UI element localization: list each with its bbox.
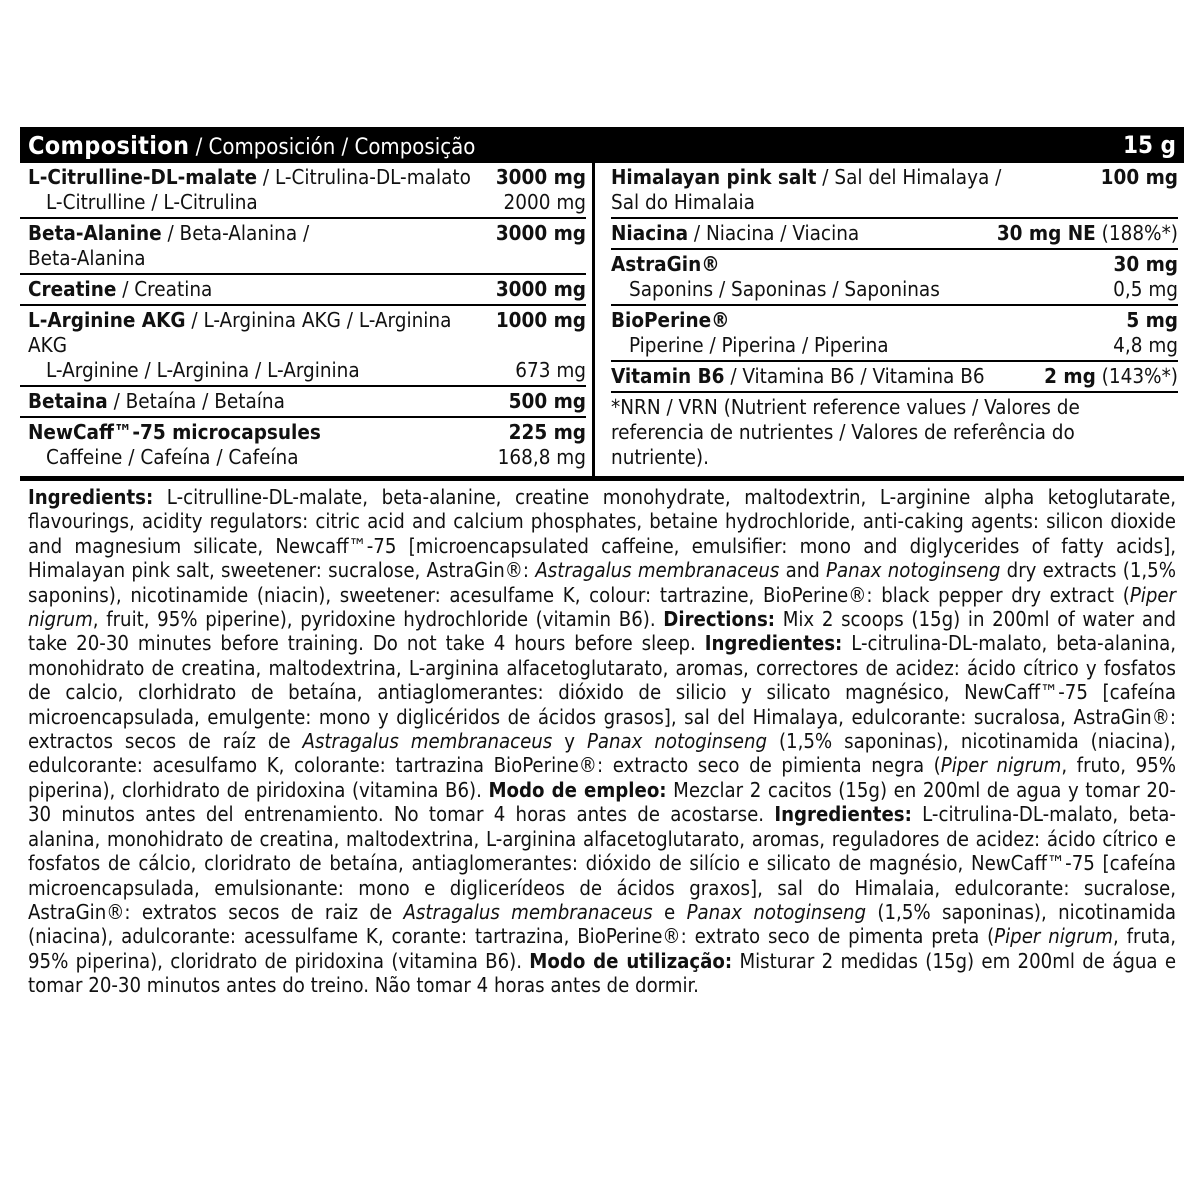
species-name: Astragalus membranaceus bbox=[302, 729, 553, 754]
ingredient-amount: 225 mg bbox=[508, 420, 586, 444]
composition-right-column bbox=[595, 163, 1184, 476]
directions-es: Mezclar 2 cacitos (15g) en 200ml de agua y tomar 20-30 minutos antes del entrenamiento. No tomar 4 horas antes de acostarse. bbox=[28, 777, 1176, 827]
ingredients-es: y bbox=[552, 729, 587, 754]
ingredients-es: L-citrulina-DL-malato, beta-alanina, monohidrato de creatina, maltodextrina, L-arginina alfacetoglutarato, aromas, correctores de acidez: ácido cítrico y fosfatos de calcio, clorhidrato de betaína, antiaglomerantes: dióxido de silicio y silicato magnésico, NewCaff™-75 [cafeína microencapsulada, emulgente: mono y diglicéridos de ácidos grasos], sal del Himalaya, edulcorante: sucralosa, AstraGin®: extractos secos de raíz de bbox=[28, 631, 1176, 754]
sub-ingredient-name: Piperine / Piperina / Piperina bbox=[629, 333, 889, 357]
sub-ingredient-name: L-Citrulline / L-Citrulina bbox=[46, 190, 258, 214]
composition-row bbox=[20, 275, 586, 306]
directions-label-pt: Modo de utilização: bbox=[529, 948, 733, 973]
ingredient-amount: 100 mg bbox=[1100, 165, 1178, 189]
sub-ingredient-amount: 0,5 mg bbox=[1113, 277, 1178, 301]
sub-ingredient-amount: 673 mg bbox=[515, 358, 586, 382]
directions-en: Mix 2 scoops (15g) in 200ml of water and take 20-30 minutes before training. Do not take 4 hours before sleep. bbox=[28, 607, 1176, 656]
composition-header bbox=[20, 127, 1184, 163]
composition-row bbox=[611, 250, 1178, 306]
ingredients-en: , fruit, 95% piperine), pyridoxine hydrochloride (vitamin B6). bbox=[92, 607, 664, 632]
ingredients-es: , fruto, 95% piperina), clorhidrato de piridoxina (vitamina B6). bbox=[28, 753, 1176, 802]
species-name: Piper nigrum bbox=[940, 753, 1062, 778]
serving-size: 15 g bbox=[1122, 131, 1176, 159]
ingredient-translation: / Niacina / Viacina bbox=[688, 221, 860, 245]
directions-label-es: Modo de empleo: bbox=[488, 777, 667, 802]
composition-row bbox=[611, 306, 1178, 362]
ingredients-pt: e bbox=[652, 899, 687, 924]
sub-ingredient-amount: 2000 mg bbox=[503, 190, 586, 214]
ingredient-amount: 3000 mg bbox=[495, 277, 586, 301]
ingredient-translation: / Sal del Himalaya / bbox=[816, 165, 1002, 189]
species-name: Panax notoginseng bbox=[826, 558, 1001, 583]
composition-row bbox=[611, 219, 1178, 250]
nutrition-label bbox=[20, 127, 1184, 998]
ingredient-amount: 30 mg NE bbox=[996, 221, 1096, 245]
ingredients-en: L-citrulline-DL-malate, beta-alanine, creatine monohydrate, maltodextrin, L-arginine alpha ketoglutarate, flavourings, acidity regulators: citric acid and calcium phosphates, betaine hydrochloride, anti-caking agents: silicon dioxide and magnesium silicate, Newcaff™-75 [microencapsulated caffeine, emulsifier: mono and diglycerides of fatty acids], Himalayan pink salt, sweetener: sucralose, AstraGin®: bbox=[28, 485, 1176, 583]
ingredient-amount: 5 mg bbox=[1126, 308, 1178, 332]
ingredient-name: Himalayan pink salt bbox=[611, 165, 817, 189]
species-name: Astragalus membranaceus bbox=[535, 558, 780, 583]
directions-pt: Misturar 2 medidas (15g) em 200ml de água e tomar 20-30 minutos antes do treino. Não tomar 4 horas antes de dormir. bbox=[28, 948, 1176, 998]
ingredient-name: BioPerine® bbox=[611, 308, 730, 332]
composition-row bbox=[20, 163, 586, 219]
composition-row bbox=[611, 362, 1178, 393]
ingredients-en: and bbox=[779, 558, 827, 583]
ingredients-pt: (1,5% saponinas), nicotinamida (niacina), adulcorante: acessulfame K, corante: tartrazina, BioPerine®: extrato seco de pimenta preta ( bbox=[28, 899, 1176, 949]
species-name: Piper nigrum bbox=[28, 582, 1176, 632]
ingredient-translation-cont: Sal do Himalaia bbox=[611, 190, 755, 214]
ingredient-name: Vitamin B6 bbox=[611, 364, 725, 388]
nrv-footnote: *NRN / VRN (Nutrient reference values / Valores de referencia de nutrientes / Valores de referência do nutriente). bbox=[611, 395, 1080, 469]
species-name: Astragalus membranaceus bbox=[403, 899, 653, 924]
ingredients-es: (1,5% saponinas), nicotinamida (niacina), edulcorante: acesulfamo K, colorante: tartrazina BioPerine®: extracto seco de pimienta negra ( bbox=[28, 729, 1176, 778]
composition-row bbox=[20, 387, 586, 418]
ingredient-translation: / Creatina bbox=[116, 277, 213, 301]
ingredients-label-pt: Ingredientes: bbox=[774, 802, 912, 827]
sub-ingredient-name: L-Arginine / L-Arginina / L-Arginina bbox=[46, 358, 360, 382]
sub-ingredient-amount: 4,8 mg bbox=[1113, 333, 1178, 357]
species-name: Panax notoginseng bbox=[686, 899, 867, 924]
ingredient-translation: / Betaína / Betaína bbox=[107, 389, 285, 413]
ingredient-amount: 500 mg bbox=[508, 389, 586, 413]
composition-row bbox=[20, 418, 586, 472]
species-name: Piper nigrum bbox=[994, 924, 1113, 949]
ingredients-label-en: Ingredients: bbox=[28, 485, 154, 509]
ingredient-amount: 2 mg bbox=[1044, 364, 1096, 388]
sub-ingredient-name: Caffeine / Cafeína / Cafeína bbox=[46, 445, 299, 469]
ingredient-amount: 3000 mg bbox=[495, 165, 586, 189]
composition-left-column bbox=[20, 163, 595, 476]
ingredients-pt: , fruta, 95% piperina), cloridrato de piridoxina (vitamina B6). bbox=[28, 924, 1176, 973]
ingredient-name: Betaina bbox=[28, 389, 108, 413]
composition-title: Composition / Composición / Composição bbox=[28, 130, 476, 160]
ingredient-name: Beta-Alanine bbox=[28, 221, 162, 245]
species-name: Panax notoginseng bbox=[586, 729, 767, 754]
ingredient-amount: 30 mg bbox=[1113, 252, 1178, 276]
ingredients-pt: L-citrulina-DL-malato, beta-alanina, monohidrato de creatina, maltodextrina, L-arginina alfacetoglutarato, aromas, reguladores de acidez: ácido cítrico e fosfatos de cálcio, cloridrato de betaína, antiaglomerantes: dióxido de silício e silicato de magnésio, NewCaff™-75 [cafeína microencapsulada, emulsionante: mono e diglicerídeos de ácidos graxos], sal do Himalaia, edulcorante: sucralose, AstraGin®: extratos secos de raiz de bbox=[28, 802, 1176, 924]
composition-table bbox=[20, 163, 1184, 481]
composition-row bbox=[20, 219, 586, 275]
directions-label-en: Directions: bbox=[663, 607, 776, 632]
sub-ingredient-name: Saponins / Saponinas / Saponinas bbox=[629, 277, 940, 301]
ingredient-translation-cont: Beta-Alanina bbox=[28, 246, 146, 270]
ingredient-name: L-Arginine AKG bbox=[28, 308, 186, 332]
ingredients-text bbox=[20, 481, 1184, 998]
sub-ingredient-amount: 168,8 mg bbox=[497, 445, 586, 469]
ingredient-name: AstraGin® bbox=[611, 252, 720, 276]
ingredients-label-es: Ingredientes: bbox=[704, 631, 843, 656]
ingredient-translation: / L-Citrulina-DL-malato bbox=[257, 165, 471, 189]
ingredients-en: dry extracts (1,5% saponins), nicotinamide (niacin), sweetener: acesulfame K, colour: tartrazine, BioPerine®: black pepper dry extract ( bbox=[28, 558, 1176, 607]
ingredient-name: Creatine bbox=[28, 277, 117, 301]
ingredient-translation: / Beta-Alanina / bbox=[161, 221, 310, 245]
composition-row bbox=[20, 306, 586, 387]
ingredient-amount: 1000 mg bbox=[495, 308, 586, 332]
nrv-percent: (188%*) bbox=[1095, 221, 1178, 245]
nrv-percent: (143%*) bbox=[1095, 364, 1178, 388]
ingredient-amount: 3000 mg bbox=[495, 221, 586, 245]
composition-row bbox=[611, 163, 1178, 219]
ingredient-name: L-Citrulline-DL-malate bbox=[28, 165, 258, 189]
ingredient-name: NewCaff™-75 microcapsules bbox=[28, 420, 321, 444]
ingredient-translation: / L-Arginina AKG / L-Arginina AKG bbox=[28, 308, 452, 357]
ingredient-translation: / Vitamina B6 / Vitamina B6 bbox=[724, 364, 985, 388]
ingredient-name: Niacina bbox=[611, 221, 689, 245]
